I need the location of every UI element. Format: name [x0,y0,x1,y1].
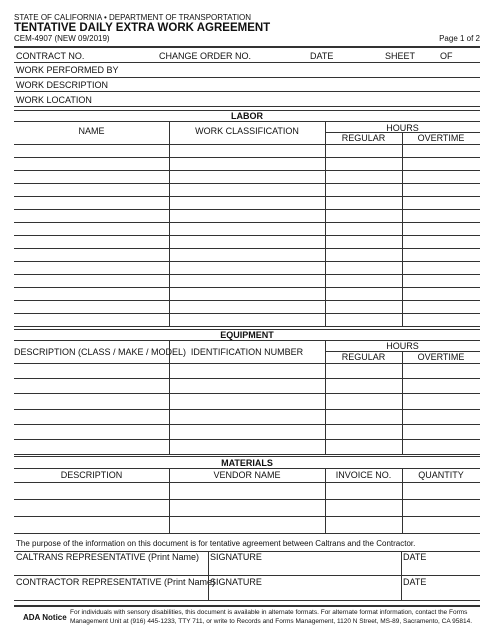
work-description-field[interactable]: WORK DESCRIPTION [16,80,109,90]
divider [208,551,209,600]
agency-name: STATE OF CALIFORNIA • DEPARTMENT OF TRANSPORTATION [14,13,252,22]
table-row-line [14,439,480,440]
work-performed-by-field[interactable]: WORK PERFORMED BY [16,65,119,75]
divider [14,46,480,48]
table-row-line [14,454,480,455]
table-row-line [14,516,480,517]
page-number: Page 1 of 2 [439,34,480,43]
table-row-line [14,300,480,301]
ada-notice-text-1: For individuals with sensory disabilities, this document is available in alternate formats. For alternate format information, contact the Forms [70,609,468,616]
sheet-field[interactable]: SHEET [385,51,416,61]
equipment-hours-header: HOURS [386,341,419,351]
caltrans-rep-field[interactable]: CALTRANS REPRESENTATIVE (Print Name) [16,552,200,562]
equipment-regular-header: REGULAR [341,352,386,362]
labor-name-header: NAME [78,126,105,136]
table-row-line [14,482,480,483]
section-divider [14,456,480,457]
contractor-rep-field[interactable]: CONTRACTOR REPRESENTATIVE (Print Name) [16,577,216,587]
contractor-signature-field[interactable]: SIGNATURE [210,577,262,587]
table-row-line [14,261,480,262]
divider [14,121,480,122]
table-row-line [14,222,480,223]
table-column-line [325,468,326,533]
table-row-line [14,196,480,197]
table-column-line [402,351,403,454]
of-field[interactable]: OF [440,51,453,61]
ada-notice-text-2: Management Unit at (916) 445-1233, TTY 711, or write to Records and Forms Management, 1120 N Street, MS-89, Sacramento, CA 95814. [70,618,473,625]
contractor-date-field[interactable]: DATE [403,577,427,587]
equipment-overtime-header: OVERTIME [417,352,465,362]
table-row-line [14,144,480,145]
equipment-title: EQUIPMENT [220,330,274,340]
equipment-identification-header: IDENTIFICATION NUMBER [190,347,304,357]
table-column-line [169,121,170,326]
form-title: TENTATIVE DAILY EXTRA WORK AGREEMENT [14,22,271,34]
table-column-line [325,121,326,326]
labor-classification-header: WORK CLASSIFICATION [195,126,299,136]
table-row-line [14,157,480,158]
labor-overtime-header: OVERTIME [417,133,465,143]
materials-invoice-header: INVOICE NO. [335,470,392,480]
table-column-line [325,340,326,454]
table-column-line [169,468,170,533]
table-row-line [14,499,480,500]
table-row-line [14,209,480,210]
change-order-no-field[interactable]: CHANGE ORDER NO. [159,51,252,61]
labor-regular-header: REGULAR [341,133,386,143]
table-row-line [14,287,480,288]
purpose-statement: The purpose of the information on this document is for tentative agreement between Caltrans and the Contractor. [16,539,416,548]
table-row-line [14,533,480,534]
table-column-line [169,340,170,454]
table-row-line [14,183,480,184]
contract-no-field[interactable]: CONTRACT NO. [16,51,85,61]
table-row-line [14,363,480,364]
divider [14,106,480,107]
caltrans-date-field[interactable]: DATE [403,552,427,562]
labor-title: LABOR [231,111,263,121]
table-row-line [14,326,480,327]
materials-vendor-header: VENDOR NAME [213,470,281,480]
materials-title: MATERIALS [221,458,273,468]
table-row-line [14,409,480,410]
table-row-line [14,274,480,275]
table-row-line [14,424,480,425]
divider [14,77,480,78]
divider [14,468,480,469]
table-row-line [14,248,480,249]
table-row-line [14,393,480,394]
date-field[interactable]: DATE [310,51,334,61]
work-location-field[interactable]: WORK LOCATION [16,95,92,105]
materials-description-header: DESCRIPTION [60,470,123,480]
table-row-line [14,170,480,171]
table-row-line [14,313,480,314]
divider [14,600,480,601]
equipment-description-header: DESCRIPTION (CLASS / MAKE / MODEL) [14,347,187,357]
labor-hours-header: HOURS [386,123,419,133]
table-column-line [402,132,403,326]
table-row-line [14,378,480,379]
caltrans-signature-field[interactable]: SIGNATURE [210,552,262,562]
ada-notice-label: ADA Notice [23,613,67,622]
table-row-line [14,235,480,236]
divider [14,91,480,92]
divider [14,575,480,576]
materials-quantity-header: QUANTITY [418,470,464,480]
table-column-line [402,468,403,533]
form-id: CEM-4907 (NEW 09/2019) [14,34,110,43]
divider [14,605,480,607]
divider [401,551,402,600]
divider [14,62,480,63]
